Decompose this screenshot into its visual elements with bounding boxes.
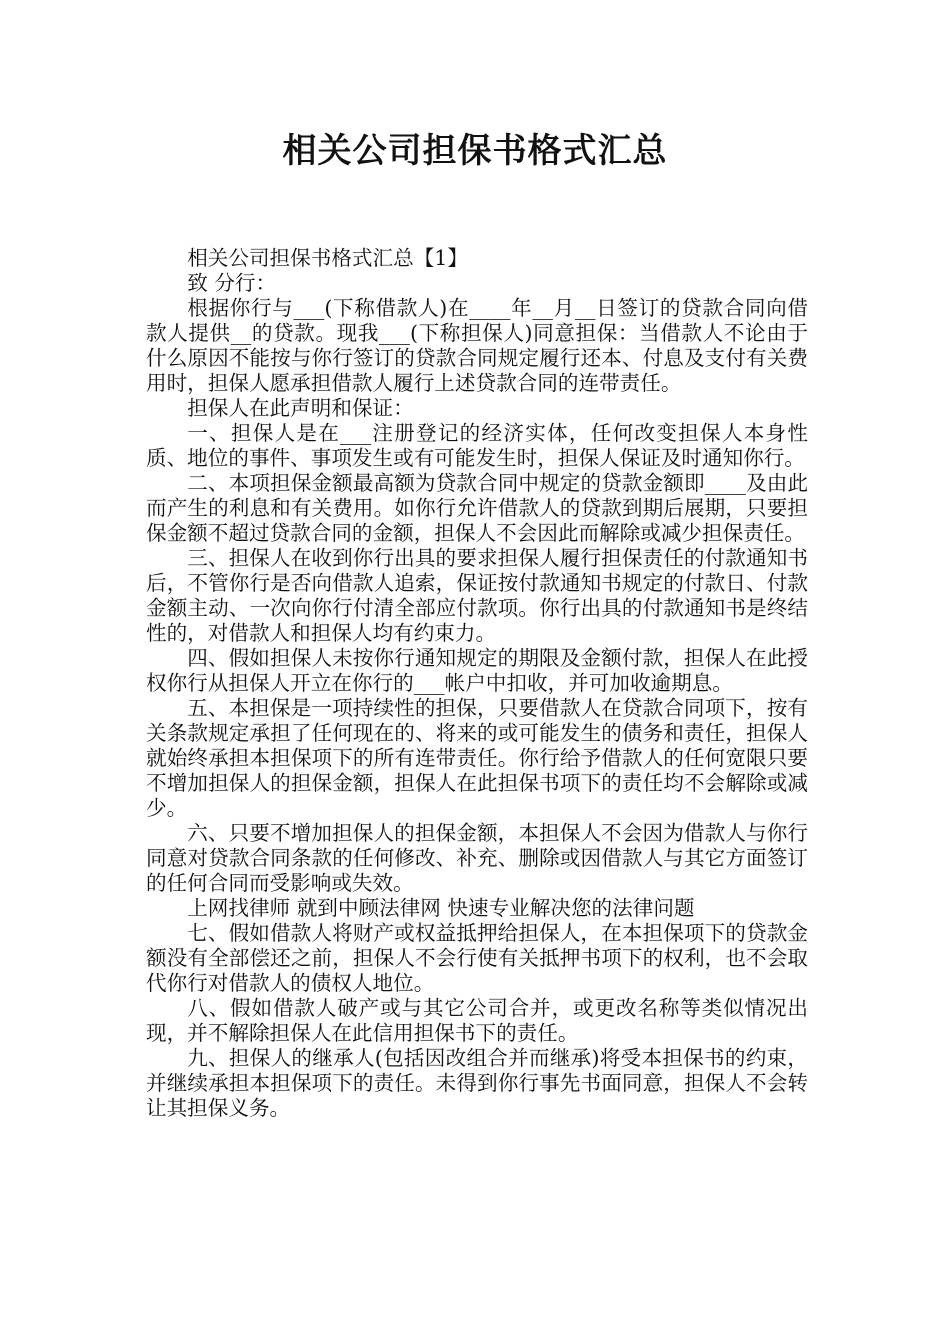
document-body	[146, 246, 808, 1121]
clause-2: 二、本项担保金额最高额为贷款合同中规定的贷款金额即____及由此而产生的利息和有关费用。如你行允许借款人的贷款到期后展期，只要担保金额不超过贷款合同的金额，担保人不会因此而解除或减少担保责任。	[146, 471, 808, 545]
clause-3: 三、担保人在收到你行出具的要求担保人履行担保责任的付款通知书后，不管你行是否向借款人追索，保证按付款通知书规定的付款日、付款金额主动、一次向你行付清全部应付款项。你行出具的付款通知书是终结性的，对借款人和担保人均有约束力。	[146, 546, 808, 645]
salutation: 致 分行：	[187, 271, 277, 295]
section-heading: 相关公司担保书格式汇总【1】	[187, 246, 469, 270]
clause-6: 六、只要不增加担保人的担保金额，本担保人不会因为借款人与你行同意对贷款合同条款的任何修改、补充、删除或因借款人与其它方面签订的任何合同而受影响或失效。	[146, 821, 808, 895]
paragraph-declaration: 担保人在此声明和保证：	[187, 396, 414, 420]
clause-5: 五、本担保是一项持续性的担保，只要借款人在贷款合同项下，按有关条款规定承担了任何现在的、将来的或可能发生的债务和责任，担保人就始终承担本担保项下的所有连带责任。你行给予借款人的任何宽限只要不增加担保人的担保金额，担保人在此担保书项下的责任均不会解除或减少。	[146, 696, 808, 820]
ad-line: 上网找律师 就到中顾法律网 快速专业解决您的法律问题	[187, 896, 695, 920]
page-title: 相关公司担保书格式汇总	[282, 131, 668, 171]
paragraph-intro: 根据你行与___(下称借款人)在____年__月__日签订的贷款合同向借款人提供__的贷款。现我___(下称担保人)同意担保：当借款人不论由于什么原因不能按与你行签订的贷款合同规定履行还本、付息及支付有关费用时，担保人愿承担借款人履行上述贷款合同的连带责任。	[146, 296, 808, 395]
clause-4: 四、假如担保人未按你行通知规定的期限及金额付款，担保人在此授权你行从担保人开立在你行的___帐户中扣收，并可加收逾期息。	[146, 646, 808, 695]
clause-8: 八、假如借款人破产或与其它公司合并，或更改名称等类似情况出现，并不解除担保人在此信用担保书下的责任。	[146, 996, 808, 1045]
clause-7: 七、假如借款人将财产或权益抵押给担保人，在本担保项下的贷款金额没有全部偿还之前，担保人不会行使有关抵押书项下的权利，也不会取代你行对借款人的债权人地位。	[146, 921, 808, 995]
clause-1: 一、担保人是在___注册登记的经济实体，任何改变担保人本身性质、地位的事件、事项发生或有可能发生时，担保人保证及时通知你行。	[146, 421, 808, 470]
clause-9: 九、担保人的继承人(包括因改组合并而继承)将受本担保书的约束，并继续承担本担保项下的责任。未得到你行事先书面同意，担保人不会转让其担保义务。	[146, 1046, 808, 1120]
